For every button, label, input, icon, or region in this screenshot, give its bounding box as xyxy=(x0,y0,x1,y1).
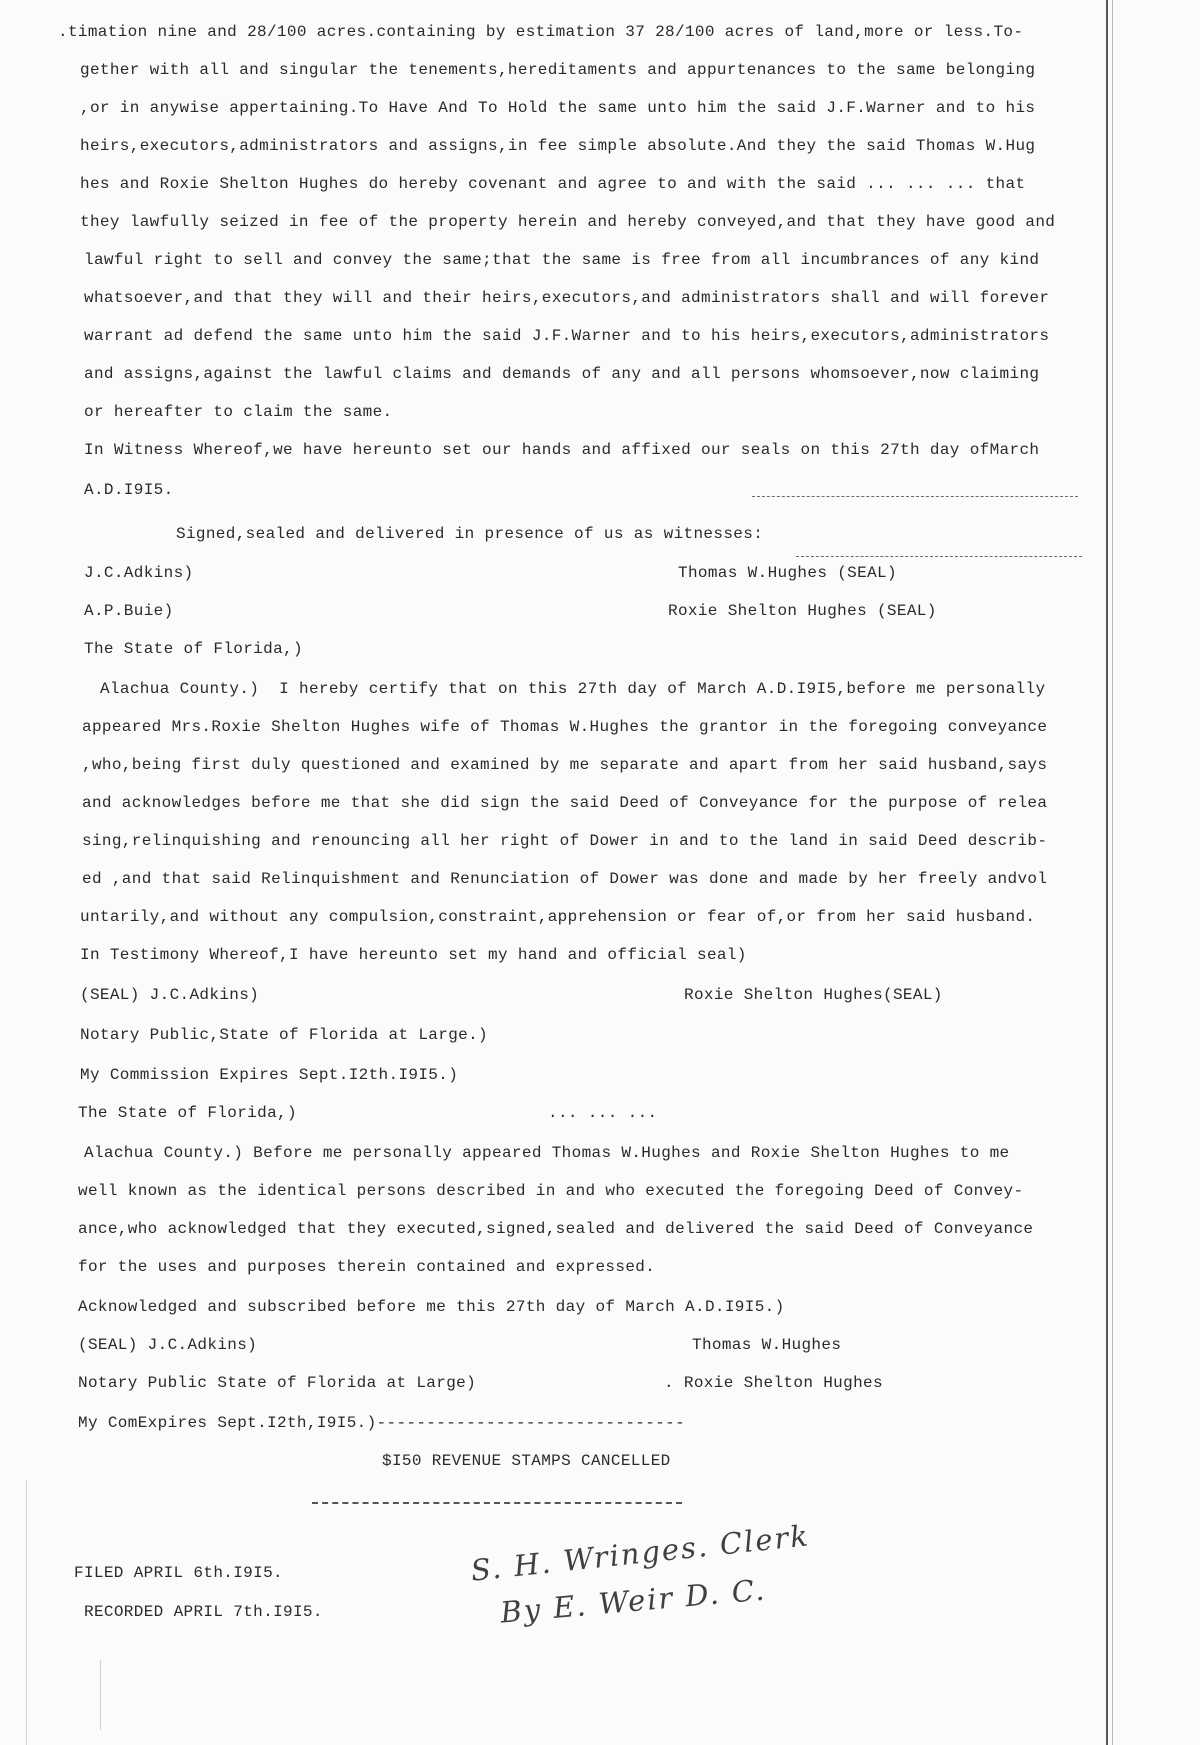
grantor-signature: Thomas W.Hughes xyxy=(692,1336,842,1354)
text-line: ance,who acknowledged that they executed,signed,sealed and delivered the said Deed of Conveyance xyxy=(78,1220,1034,1238)
acknowledgment-line: Acknowledged and subscribed before me this 27th day of March A.D.I9I5.) xyxy=(78,1298,785,1316)
text-line: sing,relinquishing and renouncing all her right of Dower in and to the land in said Deed describ- xyxy=(82,832,1048,850)
text-line: gether with all and singular the tenements,hereditaments and appurtenances to the same belonging xyxy=(80,61,1036,79)
text-line: for the uses and purposes therein contained and expressed. xyxy=(78,1258,656,1276)
witness-name: A.P.Buie) xyxy=(84,602,174,620)
commission-expiry: My ComExpires Sept.I2th,I9I5.)------------------------------- xyxy=(78,1414,686,1432)
text-line: heirs,executors,administrators and assigns,in fee simple absolute.And they the said Thomas W.Hug xyxy=(80,137,1036,155)
page-edge-left xyxy=(26,1480,87,1745)
text-line: Alachua County.) I hereby certify that on this 27th day of March A.D.I9I5,before me personally xyxy=(100,680,1046,698)
witness-clause: In Witness Whereof,we have hereunto set our hands and affixed our seals on this 27th day ofMarch xyxy=(84,441,1040,459)
witness-heading: Signed,sealed and delivered in presence of us as witnesses: xyxy=(176,525,764,543)
deputy-clerk-signature: By E. Weir D. C. xyxy=(499,1572,768,1630)
text-line: whatsoever,and that they will and their heirs,executors,and administrators shall and will forever xyxy=(84,289,1050,307)
recorded-date: RECORDED APRIL 7th.I9I5. xyxy=(84,1603,323,1621)
date-line: A.D.I9I5. xyxy=(84,481,174,499)
venue-state: The State of Florida,) xyxy=(78,1104,297,1122)
filed-date: FILED APRIL 6th.I9I5. xyxy=(74,1564,283,1582)
grantor-signature: . Roxie Shelton Hughes xyxy=(664,1374,883,1392)
text-line: or hereafter to claim the same. xyxy=(84,403,393,421)
text-line: they lawfully seized in fee of the property herein and hereby conveyed,and that they have good and xyxy=(80,213,1056,231)
page-edge-right xyxy=(1106,0,1108,1745)
testimony-clause: In Testimony Whereof,I have hereunto set my hand and official seal) xyxy=(80,946,747,964)
text-line: untarily,and without any compulsion,constraint,apprehension or fear of,or from her said husband. xyxy=(80,908,1036,926)
page-edge-right-shadow xyxy=(1112,0,1113,1745)
text-line: and acknowledges before me that she did sign the said Deed of Conveyance for the purpose of relea xyxy=(82,794,1048,812)
notary-title: Notary Public,State of Florida at Large.) xyxy=(80,1026,489,1044)
text-line: Alachua County.) Before me personally appeared Thomas W.Hughes and Roxie Shelton Hughes to me xyxy=(84,1144,1010,1162)
text-line: well known as the identical persons described in and who executed the foregoing Deed of Convey- xyxy=(78,1182,1024,1200)
clerk-signature: S. H. Wringes. Clerk xyxy=(469,1518,812,1588)
notary-title: Notary Public State of Florida at Large) xyxy=(78,1374,477,1392)
venue-state: The State of Florida,) xyxy=(84,640,303,658)
grantor-signature: Roxie Shelton Hughes(SEAL) xyxy=(684,986,943,1004)
text-line: ,or in anywise appertaining.To Have And To Hold the same unto him the said J.F.Warner and to his xyxy=(80,99,1036,117)
ellipsis-mark: ... ... ... xyxy=(548,1104,658,1122)
notary-seal-line: (SEAL) J.C.Adkins) xyxy=(78,1336,258,1354)
text-line: .timation nine and 28/100 acres.containing by estimation 37 28/100 acres of land,more or less.To- xyxy=(58,23,1024,41)
signature-rule xyxy=(752,496,1078,497)
text-line: lawful right to sell and convey the same;that the same is free from all incumbrances of any kind xyxy=(84,251,1040,269)
witness-name: J.C.Adkins) xyxy=(84,564,194,582)
section-rule xyxy=(312,1502,682,1504)
revenue-stamps-note: $I50 REVENUE STAMPS CANCELLED xyxy=(382,1452,671,1470)
margin-mark xyxy=(100,1660,101,1730)
text-line: warrant ad defend the same unto him the said J.F.Warner and to his heirs,executors,administrators xyxy=(84,327,1050,345)
signature-rule xyxy=(796,556,1082,557)
text-line: hes and Roxie Shelton Hughes do hereby covenant and agree to and with the said ... ... ... that xyxy=(80,175,1026,193)
commission-expiry: My Commission Expires Sept.I2th.I9I5.) xyxy=(80,1066,459,1084)
grantor-signature: Roxie Shelton Hughes (SEAL) xyxy=(668,602,937,620)
text-line: appeared Mrs.Roxie Shelton Hughes wife of Thomas W.Hughes the grantor in the foregoing conveyance xyxy=(82,718,1048,736)
notary-seal-line: (SEAL) J.C.Adkins) xyxy=(80,986,260,1004)
grantor-signature: Thomas W.Hughes (SEAL) xyxy=(678,564,897,582)
text-line: ed ,and that said Relinquishment and Renunciation of Dower was done and made by her freely andvol xyxy=(82,870,1048,888)
text-line: and assigns,against the lawful claims and demands of any and all persons whomsoever,now claiming xyxy=(84,365,1040,383)
text-line: ,who,being first duly questioned and examined by me separate and apart from her said husband,says xyxy=(82,756,1048,774)
